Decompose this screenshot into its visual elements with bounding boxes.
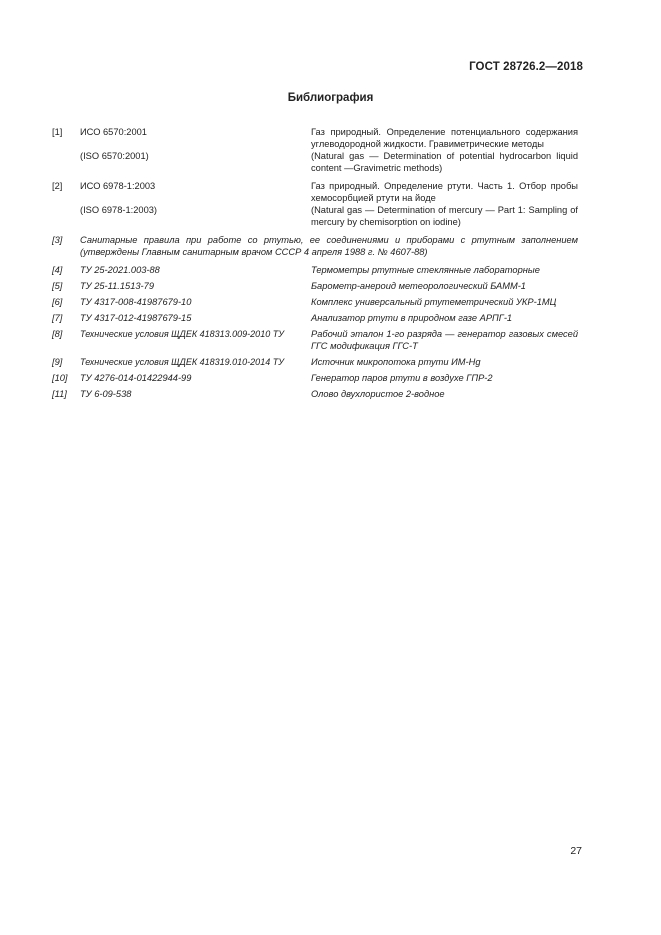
entry-document: ТУ 4276-014-01422944-99 [80,373,192,383]
entry-number: [1] [52,127,63,137]
bibliography-entry-alt [52,204,578,228]
entry-document: ТУ 25-2021.003-88 [80,265,160,275]
entry-document: ТУ 6-09-538 [80,389,132,399]
bibliography-entry [52,388,578,400]
entry-number: [11] [52,389,67,399]
entry-number: [2] [52,181,63,191]
bibliography-entry [52,264,578,276]
entry-text: Санитарные правила при работе со ртутью, ее соединениями и приборами с ртутным заполнением (утверждены Главным санитарным врачом СССР 4 апреля 1988 г. № 4607-88) [80,235,578,257]
bibliography-entry [52,280,578,292]
bibliography-entry-alt [52,150,578,174]
bibliography-list [52,126,578,400]
bibliography-entry [52,126,578,150]
bibliography-entry [52,296,578,308]
entry-description: Термометры ртутные стеклянные лабораторные [311,265,540,275]
entry-number: [10] [52,373,68,383]
entry-description: Газ природный. Определение потенциального содержания углеводородной жидкости. Гравиметрические методы [311,127,578,149]
entry-number: [4] [52,265,63,275]
entry-document: ТУ 4317-008-41987679-10 [80,297,192,307]
entry-description: Анализатор ртути в природном газе АРПГ-1 [311,313,513,323]
entry-document: Технические условия ЩДЕК 418313.009-2010 ТУ [80,329,284,339]
bibliography-entry [52,372,578,384]
bibliography-entry [52,356,578,368]
standard-code: ГОСТ 28726.2—2018 [469,61,583,73]
entry-description: Газ природный. Определение ртути. Часть 1. Отбор пробы хемосорбцией ртути на йоде [311,181,578,203]
entry-description: Олово двухлористое 2-водное [311,389,445,399]
page-number: 27 [570,845,582,857]
entry-number: [9] [52,357,63,367]
page-title: Библиография [287,92,374,104]
entry-description: Генератор паров ртути в воздухе ГПР-2 [311,373,493,383]
bibliography-entry [52,312,578,324]
bibliography-entry [52,180,578,204]
bibliography-entry [52,234,578,258]
entry-document: ТУ 4317-012-41987679-15 [80,313,192,323]
entry-description-alt: (Natural gas — Determination of mercury — Part 1: Sampling of mercury by chemisorption on iodine) [311,205,578,227]
entry-description: Барометр-анероид метеорологический БАММ-1 [311,281,526,291]
entry-document-alt: (ISO 6978-1:2003) [80,205,158,215]
entry-number: [7] [52,313,63,323]
entry-number: [8] [52,329,63,339]
entry-document: ИСО 6978-1:2003 [80,181,156,191]
entry-number: [3] [52,235,63,245]
entry-description: Комплекс универсальный ртутеметрический УКР-1МЦ [311,297,557,307]
entry-document: Технические условия ЩДЕК 418319.010-2014 ТУ [80,357,284,367]
entry-number: [5] [52,281,63,291]
entry-description-alt: (Natural gas — Determination of potential hydrocarbon liquid content —Gravimetric methods) [311,151,578,173]
entry-document-alt: (ISO 6570:2001) [80,151,149,161]
entry-document: ТУ 25-11.1513-79 [80,281,154,291]
bibliography-entry [52,328,578,352]
entry-number: [6] [52,297,63,307]
entry-description: Рабочий эталон 1-го разряда — генератор газовых смесей ГГС модификация ГГС-Т [311,329,578,351]
entry-description: Источник микропотока ртути ИМ-Hg [311,357,481,367]
entry-document: ИСО 6570:2001 [80,127,147,137]
